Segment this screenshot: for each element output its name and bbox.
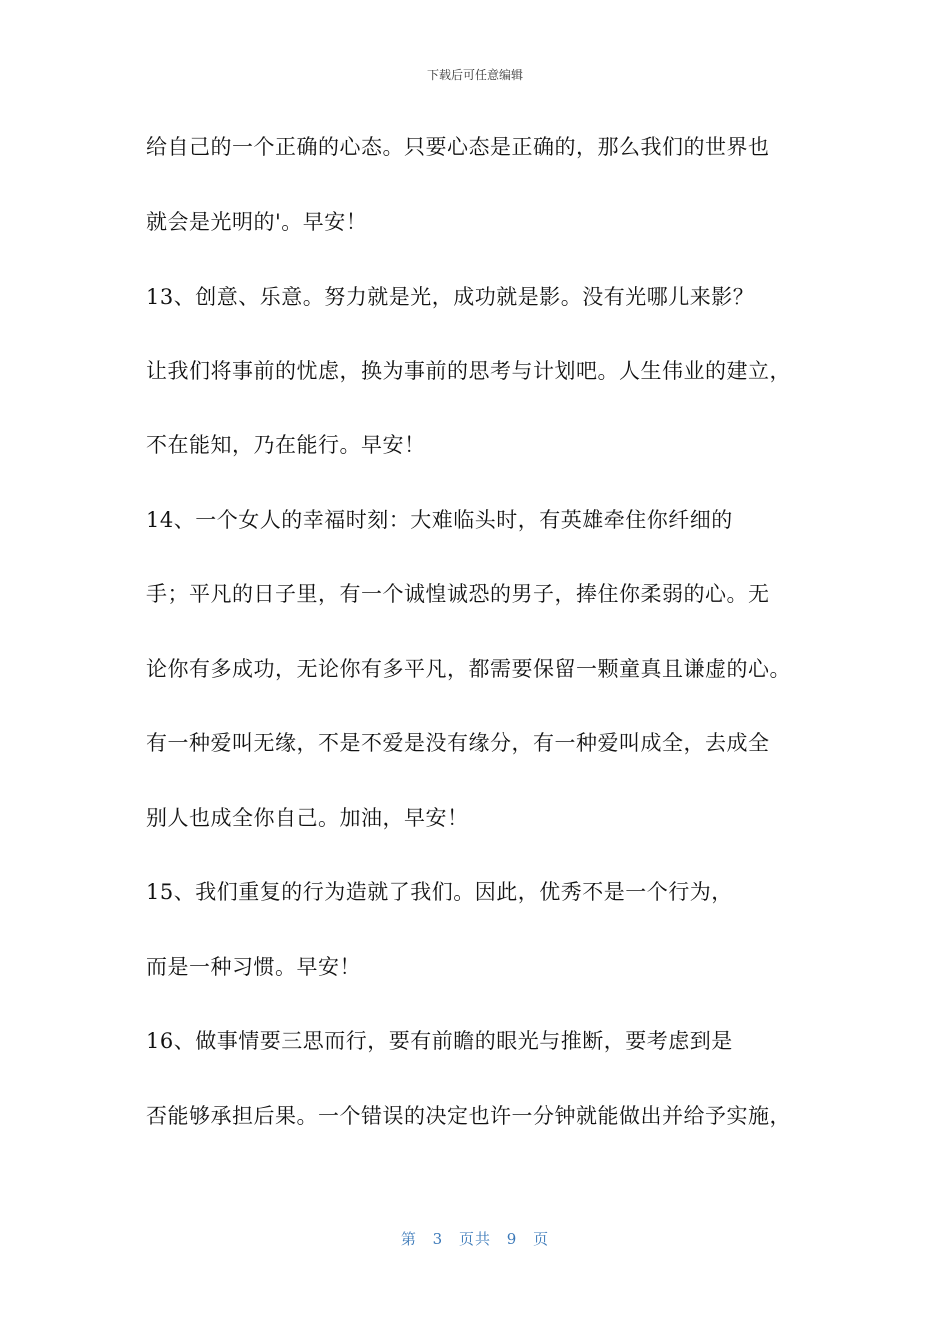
- text-line: 13、创意、乐意。努力就是光，成功就是影。没有光哪儿来影？: [146, 285, 755, 309]
- header-note: 下载后可任意编辑: [426, 68, 523, 82]
- text-line: 有一种爱叫无缘，不是不爱是没有缘分，有一种爱叫成全，去成全: [146, 731, 770, 755]
- text-line: 手；平凡的日子里，有一个诚惶诚恐的男子，捧住你柔弱的心。无: [146, 582, 770, 606]
- current-page-number: 3: [432, 1230, 444, 1248]
- text-line: 14、一个女人的幸福时刻：大难临头时，有英雄牵住你纤细的: [146, 508, 733, 532]
- footer-prefix: 第: [400, 1230, 417, 1248]
- text-line: 否能够承担后果。一个错误的决定也许一分钟就能做出并给予实施，: [146, 1104, 791, 1128]
- text-line: 而是一种习惯。早安！: [146, 955, 361, 979]
- text-line: 论你有多成功，无论你有多平凡，都需要保留一颗童真且谦虚的心。: [146, 657, 791, 681]
- text-line: 15、我们重复的行为造就了我们。因此，优秀不是一个行为，: [146, 880, 733, 904]
- footer-middle: 页共: [458, 1230, 491, 1248]
- page-footer: [0, 1228, 950, 1249]
- text-line: 让我们将事前的忧虑，换为事前的思考与计划吧。人生伟业的建立，: [146, 359, 791, 383]
- text-line: 不在能知，乃在能行。早安！: [146, 433, 426, 457]
- total-pages-number: 9: [506, 1230, 518, 1248]
- text-line: 给自己的一个正确的心态。只要心态是正确的，那么我们的世界也: [146, 135, 770, 159]
- footer-suffix: 页: [533, 1230, 550, 1248]
- text-line: 16、做事情要三思而行，要有前瞻的眼光与推断，要考虑到是: [146, 1029, 733, 1053]
- text-line: 就会是光明的'。早安！: [146, 210, 368, 234]
- text-line: 别人也成全你自己。加油，早安！: [146, 806, 469, 830]
